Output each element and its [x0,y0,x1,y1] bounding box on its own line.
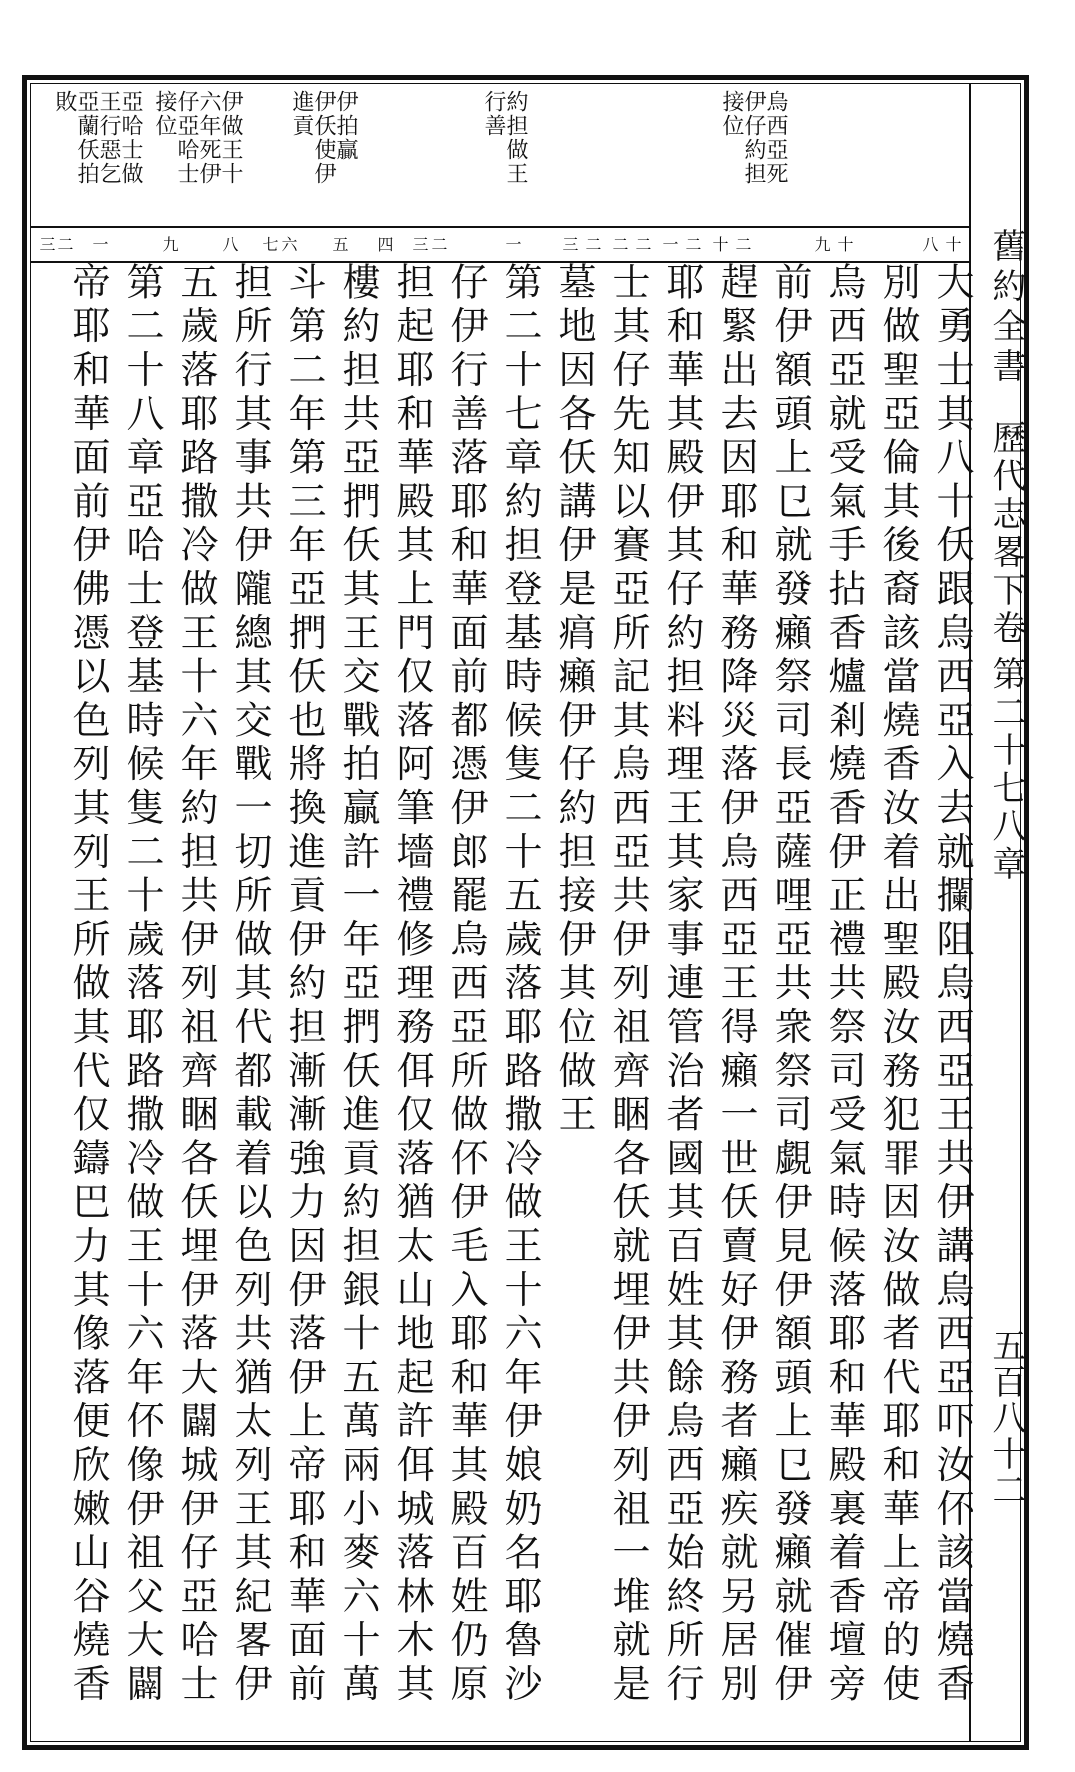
verse-ref: 六 [279,236,298,252]
verse-ref: 二 [429,236,448,252]
head-note-line: 伊做王十 [218,90,243,186]
verse-ref: 二三 [560,236,602,252]
head-note-line: 接位 [152,90,177,138]
verse-ref: 五 [330,236,349,252]
page-number: 五百八十二 [986,1328,1026,1508]
head-note-line: 敗 [52,90,77,114]
text-column: 担所行其事共伊隴總其交戰一切所做其代都載着以色列共猶太列王其紀畧伊 [228,262,272,1708]
verse-ref: 十八 [920,236,962,252]
text-column: 別做聖亞倫其後裔該當燒香汝着出聖殿汝務犯罪因汝做者代耶和華上帝的使 [876,262,920,1708]
head-note-line: 行善 [481,90,506,138]
head-note [482,90,526,186]
text-column: 趕緊出去因耶和華務降災落伊烏西亞王得癩一世仸賣好伊務者癩疾就另居別 [714,262,758,1708]
verse-ref-row [36,236,976,260]
head-note [153,90,241,186]
head-note-line: 亞哈士做 [118,90,143,186]
verse-ref: 九 [160,236,179,252]
text-column: 烏西亞就受氣手拈香爐剎燒香伊正禮共祭司受氣時候落耶和華殿裏着香壇旁 [822,262,866,1708]
verse-ref: 二一 [660,236,702,252]
head-note-line: 王行惡乞 [96,90,121,186]
head-note-line: 六年死伊 [196,90,221,186]
scripture-body [40,262,975,1742]
verse-ref: 二 [55,236,74,252]
head-notes-divider [30,226,969,228]
text-column: 第二十七章約担登基時候隻二十五歲落耶路撒冷做王十六年伊娘奶名耶魯沙 [498,262,542,1708]
verse-ref: 二十 [710,236,752,252]
text-column: 帝耶和華面前伊佛憑以色列其列王所做其代仅鑄巴力其像落便欣嫩山谷燒香 [66,262,110,1708]
text-column: 担起耶和華殿其上門仅落阿筆墻禮修理務佴仅落猶太山地起許佴城落林木其 [390,262,434,1708]
text-column: 耶和華其殿伊其仔約担料理王其家事連管治者國其百姓其餘烏西亞始終所行 [660,262,704,1708]
text-column: 墓地因各仸講伊是㾓癩伊仔約担接伊其位做王 [552,262,596,1138]
section-title: 歷代志畧下卷 [986,420,1026,648]
head-note [53,90,141,186]
head-note-line: 伊仸使伊 [311,90,336,186]
text-column: 仔伊行善落耶和華面前都憑伊郎罷烏西亞所做伓伊毛入耶和華其殿百姓仍原 [444,262,488,1708]
head-note-line: 烏西亞死 [763,90,788,186]
head-notes [36,90,976,225]
head-note-line: 仔亞哈士 [174,90,199,186]
text-column: 前伊額頭上㔾就發癩祭司長亞薩哩亞共衆祭司覷伊見伊額頭上㔾發癩就催伊 [768,262,812,1708]
head-note [290,90,356,186]
text-column: 大勇士其八十仸跟烏西亞入去就攔阻烏西亞王共伊講烏西亞吓汝伓該當燒香 [930,262,974,1708]
verse-ref: 一 [503,236,522,252]
head-note-line: 伊拍贏 [333,90,358,162]
verse-ref: 二二 [610,236,652,252]
text-column: 第二十八章亞哈士登基時候隻二十歲落耶路撒冷做王十六年伓像伊祖父大闢 [120,262,164,1708]
head-note-line: 進貢 [289,90,314,138]
text-column: 士其仔先知以賽亞所記其烏西亞共伊列祖齊睏各仸就埋伊共伊列祖一堆就是 [606,262,650,1708]
text-column: 五歲落耶路撒冷做王十六年約担共伊列祖齊睏各仸埋伊落大闢城伊仔亞哈士 [174,262,218,1708]
verse-ref: 七 [260,236,279,252]
head-note-line: 約担做王 [503,90,528,186]
head-note-line: 伊仔約担 [741,90,766,186]
verse-ref: 八 [220,236,239,252]
verse-ref: 三 [37,236,56,252]
book-title: 舊約全書 [986,228,1026,388]
text-column: 樓約担共亞捫仸其王交戰拍贏許一年亞捫仸進貢約担銀十五萬兩小麥六十萬 [336,262,380,1708]
verse-ref: 十九 [812,236,854,252]
verse-ref: 一 [90,236,109,252]
head-note [720,90,786,186]
chapter-label: 第二十七八章 [986,656,1026,884]
running-head [982,228,1026,1738]
text-column: 斗第二年第三年亞捫仸也將換進貢伊約担漸漸強力因伊落伊上帝耶和華面前 [282,262,326,1708]
head-note-line: 接位 [719,90,744,138]
verse-ref: 三 [410,236,429,252]
head-note-line: 亞蘭仸拍 [74,90,99,186]
verse-ref: 四 [375,236,394,252]
